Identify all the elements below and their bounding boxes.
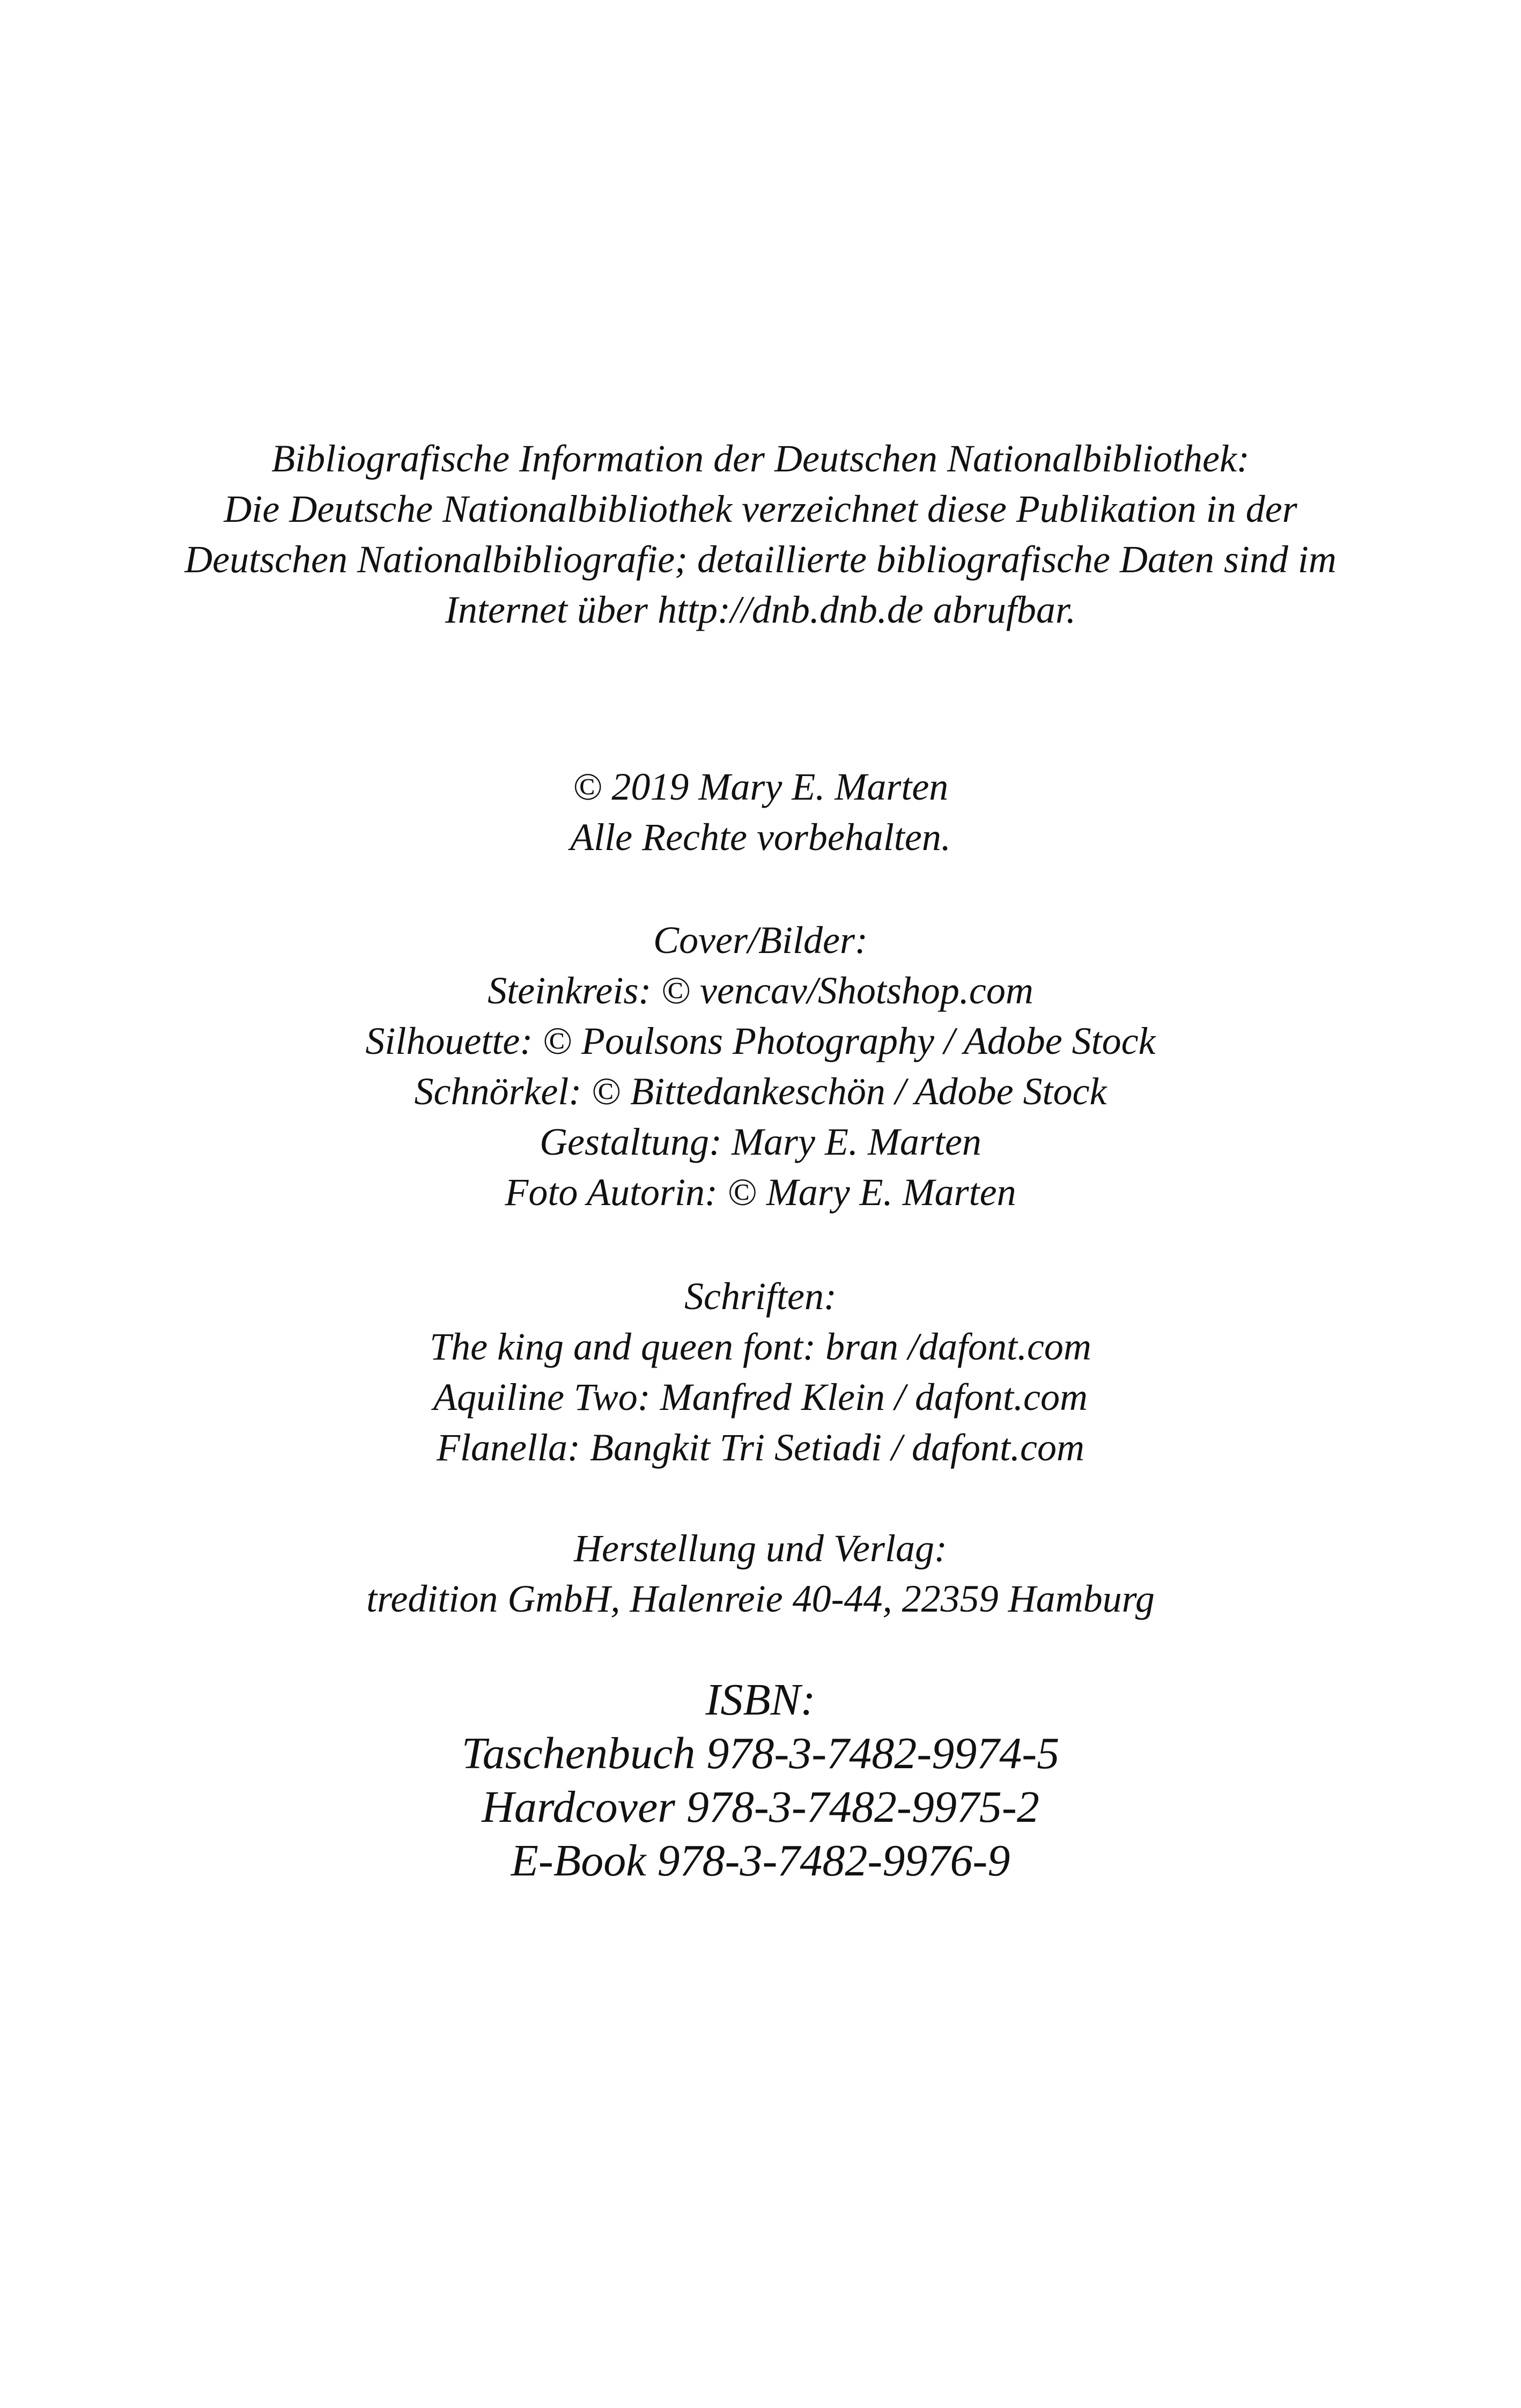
bibliographic-info [0,433,1521,635]
isbn-edition: Taschenbuch 978-3-7482-9974-5 [461,1729,1060,1778]
publisher-address: tredition GmbH, Halenreie 40-44, 22359 Hamburg [366,1577,1155,1620]
rights-reserved: Alle Rechte vorbehalten. [570,816,951,859]
credit-line: Foto Autorin: © Mary E. Marten [505,1171,1016,1214]
bibliographic-info-line: Die Deutsche Nationalbibliothek verzeichnet diese Publikation in der [224,487,1297,530]
isbn-heading: ISBN: [705,1675,816,1725]
publisher-heading: Herstellung und Verlag: [574,1527,947,1570]
credit-line: Gestaltung: Mary E. Marten [540,1120,981,1163]
font-credit-line: Aquiline Two: Manfred Klein / dafont.com [433,1376,1088,1419]
isbn-edition: Hardcover 978-3-7482-9975-2 [482,1782,1039,1832]
bibliographic-info-line: Internet über http://dnb.dnb.de abrufbar. [445,588,1076,631]
credit-line: Schnörkel: © Bittedankeschön / Adobe Stock [414,1070,1107,1113]
isbn-block [0,1673,1521,1888]
cover-credits-heading: Cover/Bilder: [653,919,868,962]
font-credit-line: Flanella: Bangkit Tri Setiadi / dafont.com [437,1426,1084,1469]
font-credits-heading: Schriften: [684,1275,837,1318]
font-credit-line: The king and queen font: bran /dafont.com [430,1325,1091,1368]
copyright-notice: © 2019 Mary E. Marten [572,765,949,808]
credit-line: Silhouette: © Poulsons Photography / Adobe Stock [365,1020,1156,1062]
cover-credits [0,915,1521,1217]
publisher-block [0,1523,1521,1624]
credit-line: Steinkreis: © vencav/Shotshop.com [488,969,1033,1012]
isbn-edition: E-Book 978-3-7482-9976-9 [511,1836,1010,1886]
bibliographic-info-line: Deutschen Nationalbibliografie; detaillierte bibliografische Daten sind im [184,538,1337,581]
bibliographic-info-line: Bibliografische Information der Deutschen Nationalbibliothek: [271,437,1250,480]
font-credits [0,1271,1521,1473]
copyright-block [0,762,1521,862]
